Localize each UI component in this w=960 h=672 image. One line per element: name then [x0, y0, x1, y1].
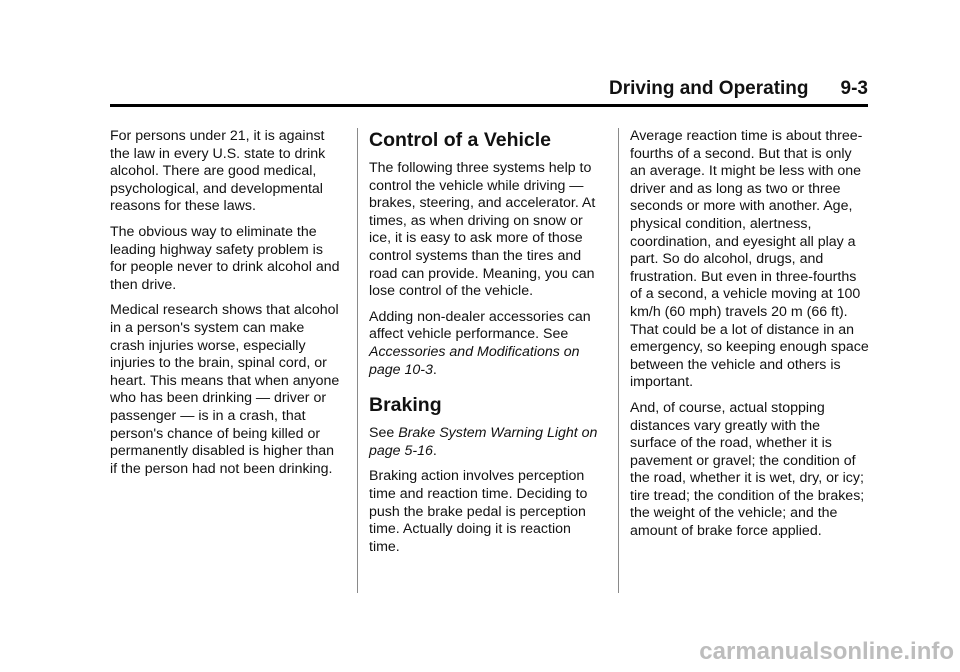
- paragraph: For persons under 21, it is against the law in every U.S. state to drink alcohol. There are good medical, psychological, and developmental reasons for these laws.: [110, 128, 326, 215]
- paragraph: [369, 309, 601, 379]
- paragraph: And, of course, actual stopping distances vary greatly with the surface of the road, whether it is pavement or gravel; the condition of the road, whether it is wet, dry, or icy; tire tread; the condition of the brakes; the weight of the vehicle; and the amount of brake force applied.: [630, 399, 865, 540]
- page-header: [609, 78, 868, 100]
- paragraph: The following three systems help to control the vehicle while driving — brakes, steering, and accelerator. At times, as when driving on snow or ice, it is easy to ask more of those control systems than the tires and road can provide. Meaning, you can lose control of the vehicle.: [369, 160, 596, 300]
- paragraph: Medical research shows that alcohol in a person's system can make crash injuries worse, especially injuries to the brain, spinal cord, or heart. This means that when anyone who has been drinking — driver or passenger — is in a crash, that person's chance of being killed or permanently disabled is higher than if the person had not been drinking.: [110, 302, 340, 477]
- paragraph-end: .: [432, 361, 437, 378]
- heading-braking: Braking: [369, 394, 442, 417]
- column-divider: [618, 128, 619, 593]
- paragraph-text: Adding non-dealer accessories can affect vehicle performance. See: [369, 308, 591, 343]
- cross-reference-link[interactable]: Accessories and Modifications on page 10-3: [369, 343, 580, 378]
- cross-reference-link[interactable]: Brake System Warning Light on page 5-16: [369, 425, 598, 459]
- paragraph: Braking action involves perception time and reaction time. Deciding to push the brake pedal is perception time. Actually doing it is reaction time.: [369, 468, 588, 555]
- paragraph: Average reaction time is about three-fourths of a second. But that is only an average. It might be less with one driver and as long as two or three seconds or more with another. Age, physical condition, alertness, coordination, and eyesight all play a part. So do alcohol, drugs, and frustration. But even in three-fourths of a second, a vehicle moving at 100 km/h (60 mph) travels 20 m (66 ft). That could be a lot of distance in an emergency, so keeping enough space between the vehicle and others is important.: [630, 128, 869, 391]
- column-left: [110, 128, 342, 486]
- header-rule: [110, 104, 868, 107]
- paragraph: [369, 425, 601, 460]
- heading-control-of-vehicle: Control of a Vehicle: [369, 129, 552, 151]
- column-middle: [369, 128, 601, 564]
- paragraph: The obvious way to eliminate the leading highway safety problem is for people never to drink alcohol and then drive.: [110, 223, 340, 293]
- watermark: carmanualsonline.info: [699, 638, 954, 665]
- section-title: Driving and Operating: [609, 78, 809, 99]
- paragraph-text: See: [369, 425, 399, 442]
- page-number: 9-3: [840, 78, 868, 99]
- paragraph-end: .: [432, 442, 437, 459]
- column-divider: [357, 128, 358, 593]
- column-right: [630, 128, 870, 549]
